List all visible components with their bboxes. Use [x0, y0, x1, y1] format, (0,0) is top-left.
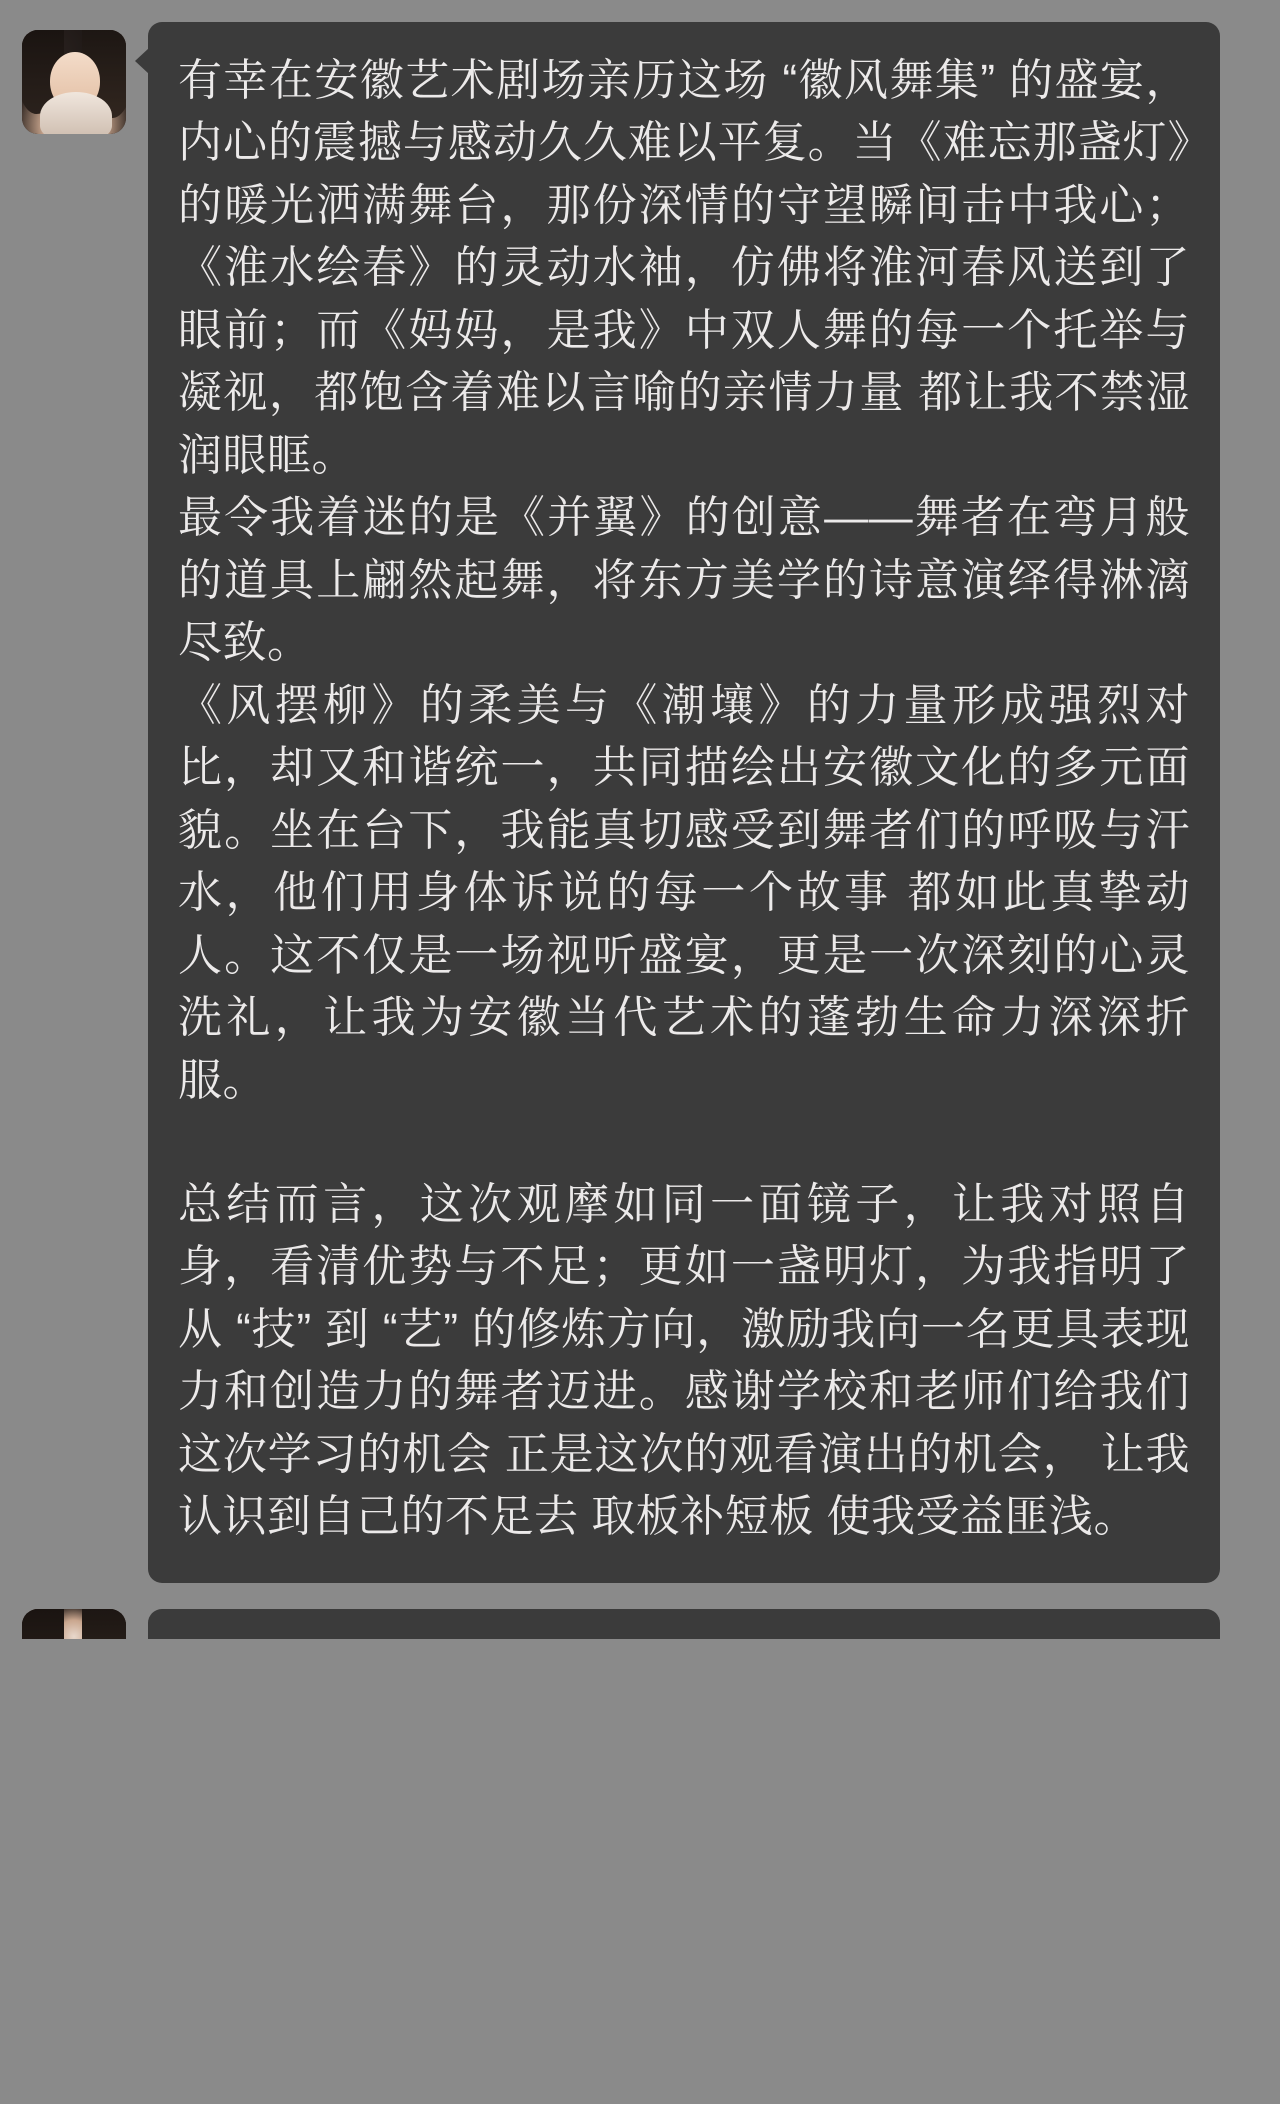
message-item[interactable]: [0, 22, 1280, 1583]
message-paragraph: 最令我着迷的是《并翼》的创意——舞者在弯月般的道具上翩然起舞，将东方美学的诗意演绎得淋漓尽致。: [178, 493, 1190, 668]
message-paragraph: 《风摆柳》的柔美与《潮壤》的力量形成强烈对比，却又和谐统一，共同描绘出安徽文化的多元面貌。坐在台下，我能真切感受到舞者们的呼吸与汗水，他们用身体诉说的每一个故事 都如此真挚动人。这不仅是一场视听盛宴，更是一次深刻的心灵洗礼，让我为安徽当代艺术的蓬勃生命力深深折服。: [178, 680, 1190, 1105]
avatar-hair-left: [22, 1609, 64, 1639]
avatar-hair-right: [82, 1609, 126, 1639]
message-bubble-wrapper: [148, 22, 1220, 1583]
next-message-preview[interactable]: [0, 1609, 1280, 1639]
avatar-cat: [40, 92, 112, 134]
bubble-tail-icon: [135, 48, 149, 74]
message-paragraph: 有幸在安徽艺术剧场亲历这场 “徽风舞集” 的盛宴，内心的震撼与感动久久难以平复。当《难忘那盏灯》的暖光洒满舞台，那份深情的守望瞬间击中我心；《淮水绘春》的灵动水袖，仿佛将淮河春风送到了眼前；而《妈妈，是我》中双人舞的每一个托举与凝视，都饱含着难以言喻的亲情力量 都让我不禁湿润眼眶。: [178, 56, 1190, 480]
message-bubble[interactable]: [148, 1609, 1220, 1639]
message-paragraph: 总结而言，这次观摩如同一面镜子，让我对照自身，看清优势与不足；更如一盏明灯，为我指明了从 “技” 到 “艺” 的修炼方向，激励我向一名更具表现力和创造力的舞者迈进。感谢学校和老师们给我们这次学习的机会 正是这次的观看演出的机会， 让我认识到自己的不足去 取板补短板 使我受益匪浅。: [178, 1179, 1190, 1542]
avatar[interactable]: [22, 30, 126, 134]
avatar[interactable]: [22, 1609, 126, 1639]
message-bubble[interactable]: [148, 22, 1220, 1583]
paragraph-spacer: [178, 1112, 1190, 1174]
